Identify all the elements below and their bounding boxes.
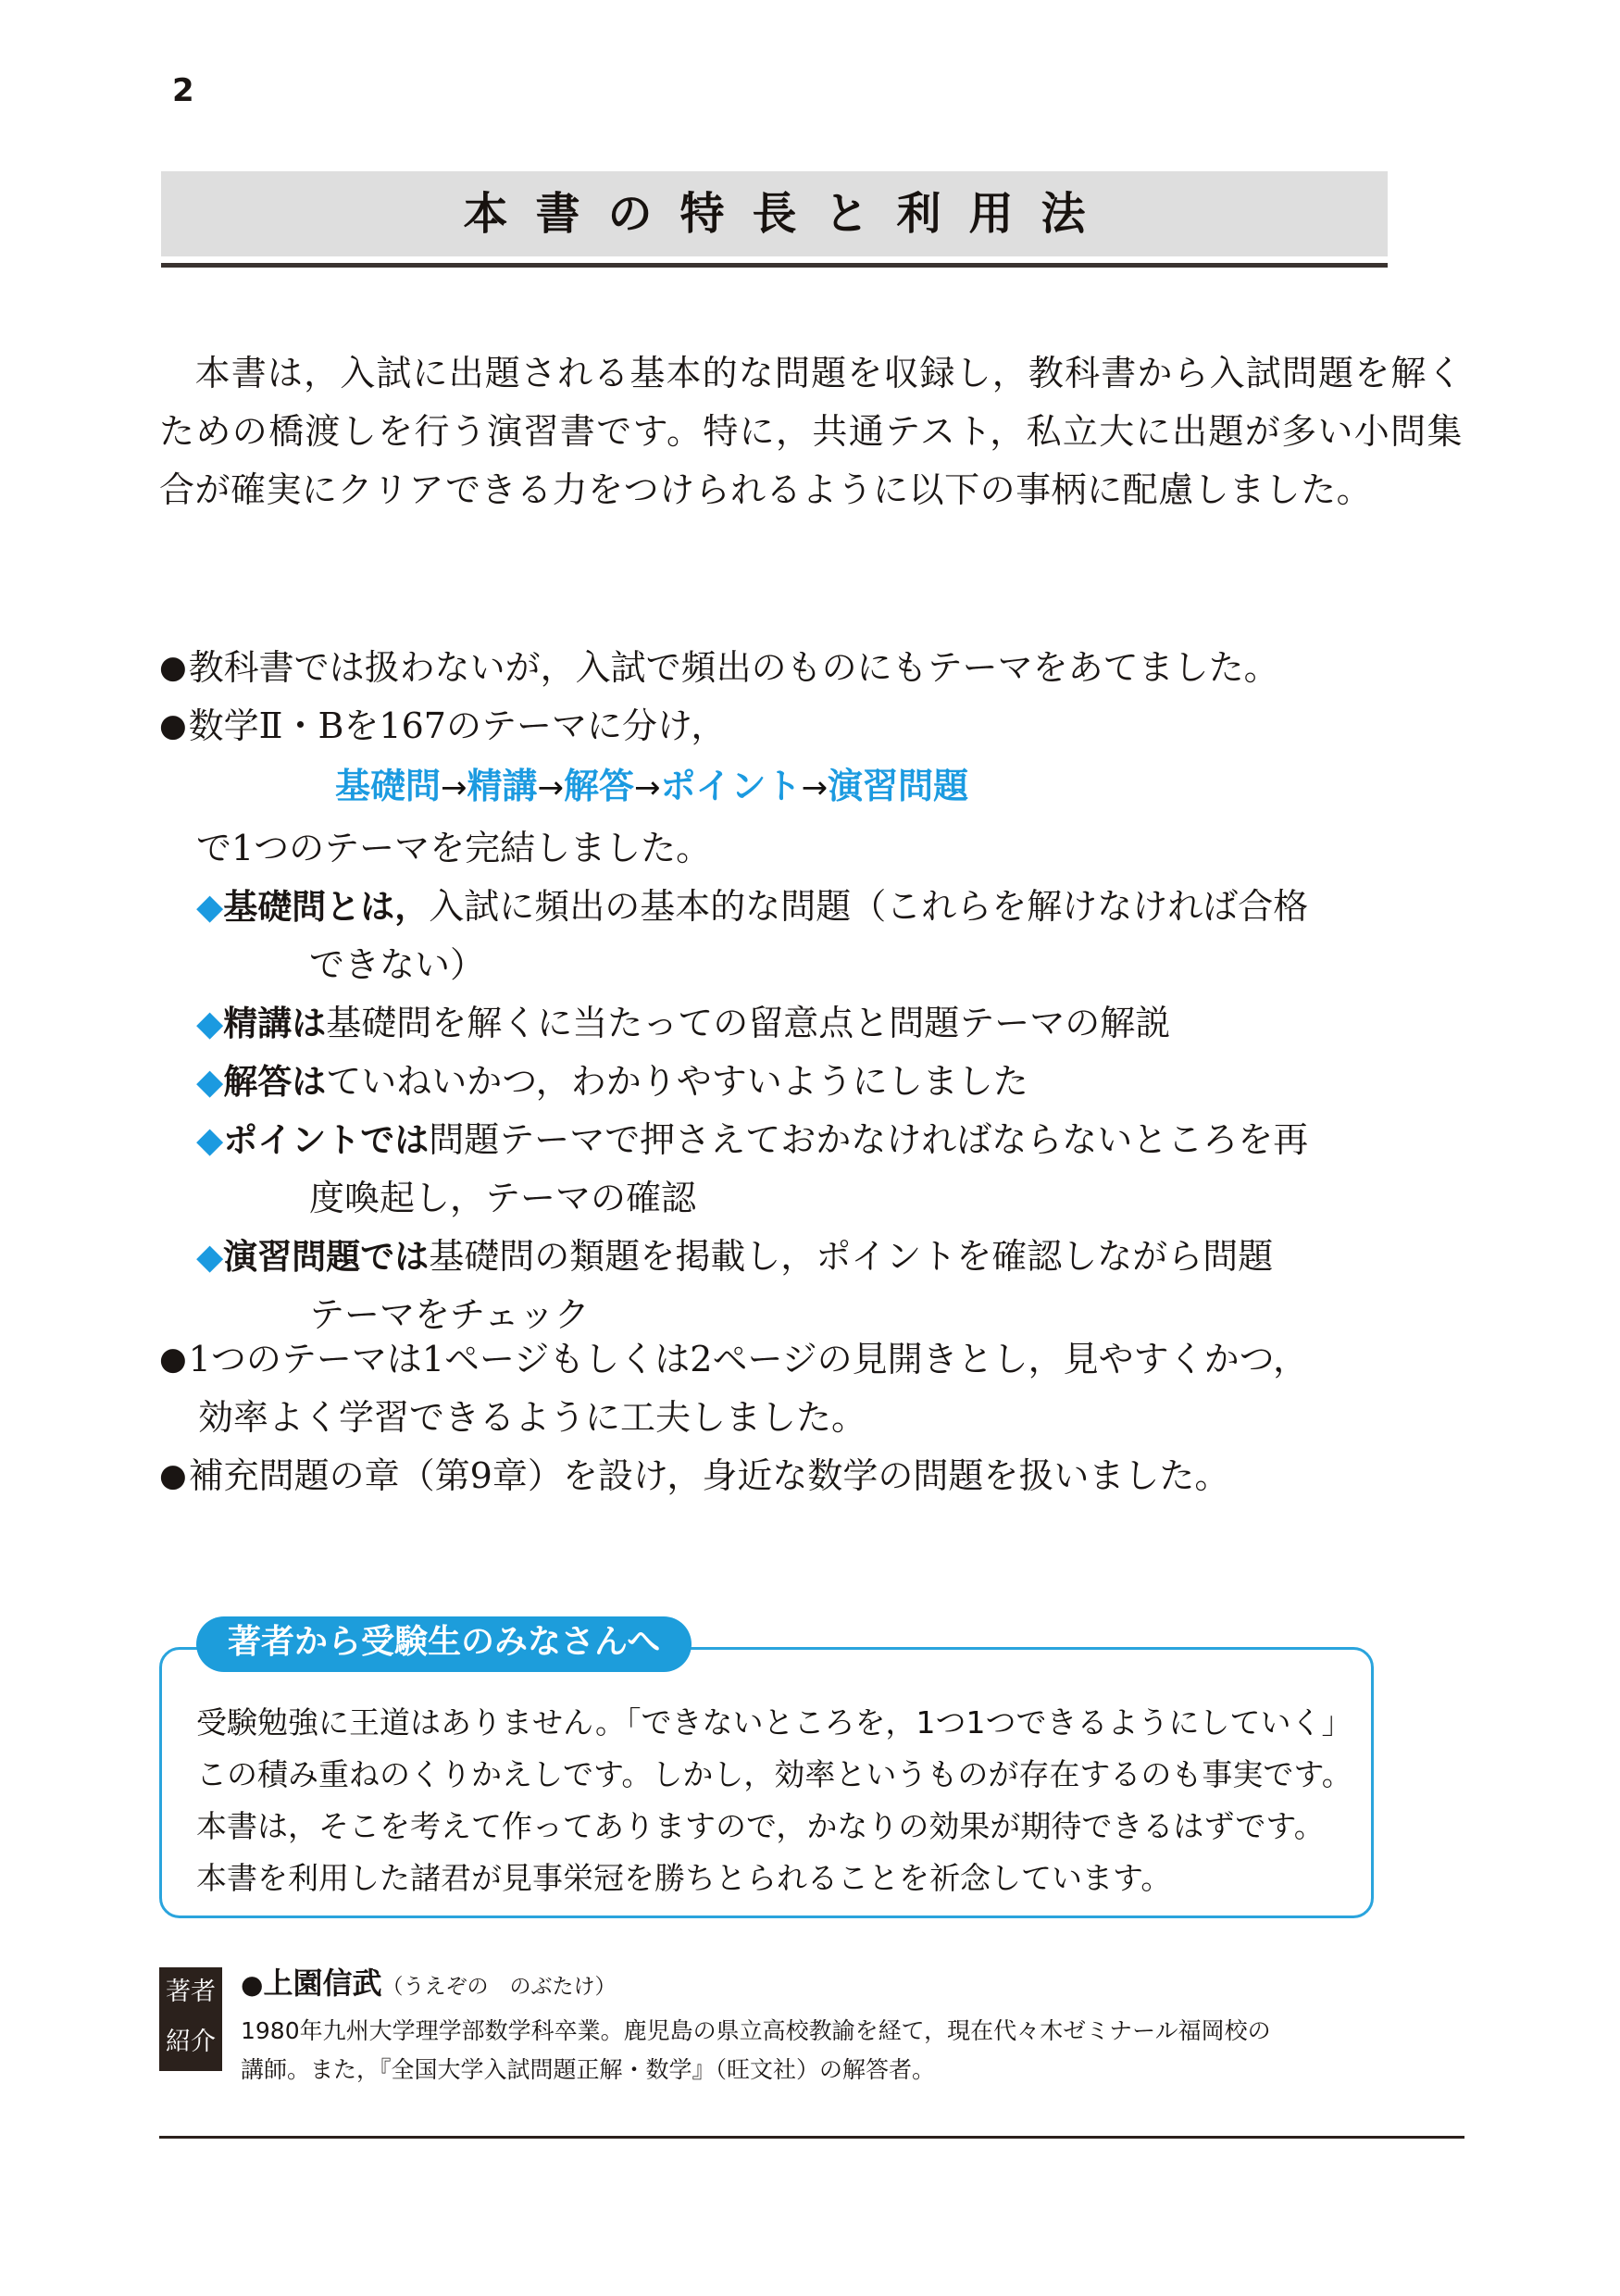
flow-followup-text: で1つのテーマを完結しました。 (196, 828, 712, 868)
feature-bullet-3-text: 1つのテーマは1ページもしくは2ページの見開きとし，見やすくかつ， (188, 1339, 1309, 1379)
feature-bullet-1-text: 教科書では扱わないが，入試で頻出のものにもテーマをあてました。 (188, 647, 1279, 688)
flow-step-kisoumon: 基礎問 (335, 766, 442, 806)
flow-arrow-icon: → (801, 769, 829, 806)
diamond-item-list (159, 878, 1474, 1344)
feature-bullet-2-text: 数学Ⅱ・Bを167のテーマに分け， (188, 705, 727, 746)
author-tag-line-2: 紹介 (166, 2028, 216, 2056)
feature-bullet-3 (159, 1330, 1474, 1389)
title-banner (161, 171, 1388, 268)
diamond-bullet-icon: ◆ (196, 1061, 224, 1102)
diamond-item (196, 1228, 1474, 1344)
diamond-item-keyword: 精講は (223, 1004, 327, 1043)
feature-bullet-4 (159, 1447, 1474, 1505)
author-bio-line: 講師。また，『全国大学入試問題正解・数学』（旺文社）の解答者。 (241, 2056, 936, 2083)
author-name-row (241, 1962, 1472, 2008)
diamond-item-continuation: テーマをチェック (309, 1294, 590, 1335)
diamond-item (196, 878, 1474, 994)
diamond-item-text: 問題テーマで押さえておかなければならないところを再 (429, 1119, 1309, 1160)
author-profile-body (241, 1962, 1472, 2090)
flow-step-point: ポイント (660, 766, 802, 806)
flow-arrow-icon: → (634, 769, 661, 806)
flow-arrow-icon: → (537, 769, 565, 806)
feature-bullet-4-text: 補充問題の章（第9章）を設け，身近な数学の問題を扱いました。 (188, 1455, 1230, 1496)
author-message-tab: 著者から受験生のみなさんへ (196, 1616, 692, 1672)
diamond-item-text: ていねいかつ，わかりやすいようにしました (326, 1061, 1028, 1102)
feature-list-tail (159, 1330, 1474, 1505)
flow-step-enshuumondai: 演習問題 (828, 766, 969, 806)
diamond-bullet-icon: ◆ (196, 1236, 224, 1277)
flow-arrow-icon: → (441, 769, 467, 806)
study-flow (159, 757, 1474, 817)
diamond-item-keyword: ポイントでは (223, 1120, 430, 1160)
diamond-item-text: 基礎問を解くに当たっての留意点と問題テーマの解説 (326, 1003, 1171, 1043)
author-tag-line-1: 著者 (166, 1978, 216, 2006)
intro-text: 本書は，入試に出題される基本的な問題を収録し，教科書から入試問題を解くための橋渡しを行う演習書です。特に，共通テスト，私立大に出題が多い小問集合が確実にクリアできる力をつけられるように以下の事柄に配慮しました。 (159, 353, 1463, 510)
intro-paragraph (159, 344, 1463, 519)
title-underline (161, 263, 1388, 268)
feature-bullet-2 (159, 697, 1474, 755)
feature-bullet-3-continuation: 効率よく学習できるように工夫しました。 (198, 1397, 867, 1438)
bullet-dot-icon: ● (159, 1341, 187, 1378)
diamond-item-keyword: 基礎問とは， (223, 887, 430, 927)
page-number: 2 (172, 72, 194, 109)
bullet-dot-icon: ● (159, 649, 187, 686)
bullet-dot-icon: ● (159, 1457, 187, 1494)
diamond-item-text: 入試に頻出の基本的な問題（これらを解けなければ合格 (429, 886, 1309, 927)
flow-step-seikou: 精講 (467, 766, 538, 806)
footer-rule (159, 2136, 1464, 2139)
title-banner-fill (161, 171, 1388, 256)
diamond-item (196, 994, 1474, 1053)
diamond-bullet-icon: ◆ (196, 1119, 224, 1160)
diamond-item-keyword: 解答は (223, 1062, 327, 1102)
author-bio-line: 1980年九州大学理学部数学科卒業。鹿児島の県立高校教諭を経て，現在代々木ゼミナール福岡校の (241, 2017, 1271, 2044)
author-bio (241, 2012, 1472, 2090)
feature-bullet-1 (159, 639, 1474, 697)
author-message-body (196, 1697, 1363, 1904)
diamond-bullet-icon: ◆ (196, 1003, 224, 1043)
diamond-item-continuation: 度喚起し，テーマの確認 (309, 1178, 697, 1218)
message-line: 受験勉強に王道はありません。「できないところを，1つ1つできるようにしていく」 (196, 1704, 1352, 1741)
bullet-dot-icon: ● (241, 1969, 264, 2000)
diamond-item-continuation: できない） (309, 944, 486, 985)
feature-list (159, 639, 1474, 1344)
flow-step-kaitou: 解答 (564, 766, 635, 806)
diamond-item-text: 基礎問の類題を掲載し，ポイントを確認しながら問題 (429, 1236, 1274, 1277)
bullet-dot-icon: ● (159, 707, 187, 744)
author-name: 上園信武 (263, 1965, 382, 2001)
diamond-bullet-icon: ◆ (196, 886, 224, 927)
message-line: この積み重ねのくりかえしです。しかし，効率というものが存在するのも事実です。 (196, 1756, 1352, 1792)
message-line: 本書を利用した諸君が見事栄冠を勝ちとられることを祈念しています。 (196, 1860, 1172, 1896)
author-name-kana: （うえぞの のぶたけ） (381, 1975, 617, 1999)
author-profile-tag (159, 1967, 222, 2071)
page-title: 本書の特長と利用法 (463, 188, 1114, 240)
diamond-item (196, 1053, 1474, 1111)
diamond-item-keyword: 演習問題では (223, 1237, 430, 1277)
message-line: 本書は，そこを考えて作ってありますので，かなりの効果が期待できるはずです。 (196, 1808, 1325, 1844)
diamond-item (196, 1111, 1474, 1228)
